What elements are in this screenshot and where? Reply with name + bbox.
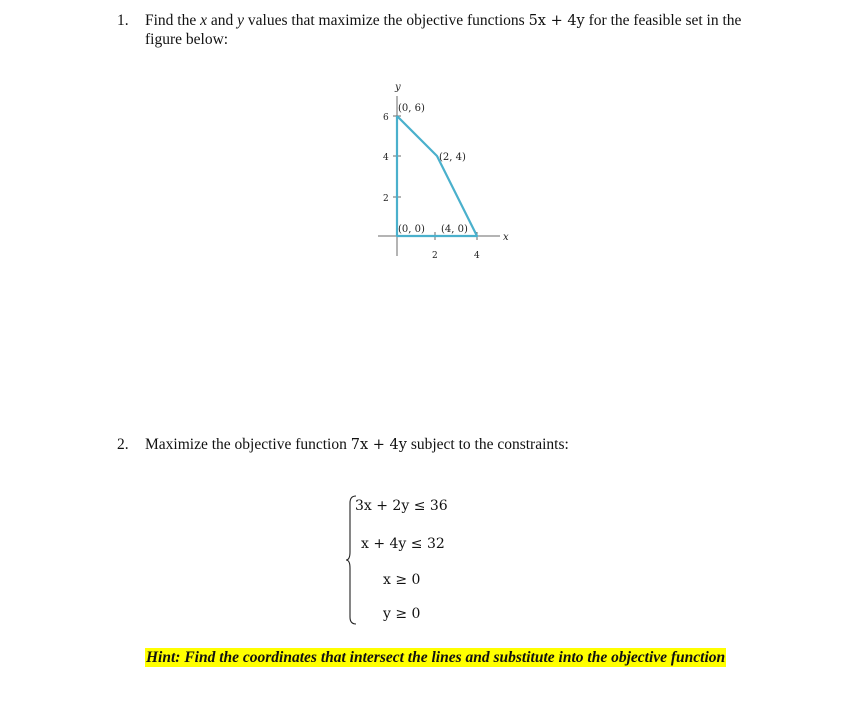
question-2-number: 2. xyxy=(117,436,129,453)
x-tick-label-2: 2 xyxy=(432,251,438,261)
question-1-line-1 xyxy=(145,12,741,30)
y-axis-label: y xyxy=(395,82,401,93)
x-axis-label: x xyxy=(503,232,509,243)
question-2-line xyxy=(145,436,569,454)
variable-y: y xyxy=(237,12,245,29)
hint-text: Hint: Find the coordinates that intersect the lines and substitute into the objective function xyxy=(146,649,726,666)
constraint-2: x + 4y ≤ 32 xyxy=(361,536,445,552)
feasible-region-graph xyxy=(360,76,520,266)
question-1-text-middle: values that maximize the objective functions xyxy=(244,12,529,29)
constraint-system xyxy=(345,494,465,626)
vertex-label-2-4: (2, 4) xyxy=(439,152,466,163)
constraint-1: 3x + 2y ≤ 36 xyxy=(355,498,448,514)
question-1-line-2: figure below: xyxy=(145,31,229,48)
question-1-number: 1. xyxy=(117,12,129,29)
question-2-text-before: Maximize the objective function xyxy=(145,436,351,453)
vertex-label-0-0: (0, 0) xyxy=(398,224,425,235)
question-1-text-and: and xyxy=(207,12,238,29)
variable-x: x xyxy=(200,12,208,29)
y-tick-label-2: 2 xyxy=(383,194,389,204)
feasible-region-boundary xyxy=(397,116,477,236)
question-2-text-after: subject to the constraints: xyxy=(406,436,569,453)
question-1-text-before: Find the xyxy=(145,12,201,29)
vertex-label-4-0: (4, 0) xyxy=(441,224,468,235)
objective-function-2: 7x + 4y xyxy=(350,437,407,453)
objective-function-1: 5x + 4y xyxy=(528,13,585,29)
y-tick-label-6: 6 xyxy=(383,113,389,123)
x-tick-label-4: 4 xyxy=(474,251,480,261)
question-1-text-after: for the feasible set in the xyxy=(584,12,742,29)
vertex-label-0-6: (0, 6) xyxy=(398,103,425,114)
y-tick-label-4: 4 xyxy=(383,153,389,163)
constraint-3: x ≥ 0 xyxy=(383,572,421,588)
constraint-4: y ≥ 0 xyxy=(383,606,421,622)
